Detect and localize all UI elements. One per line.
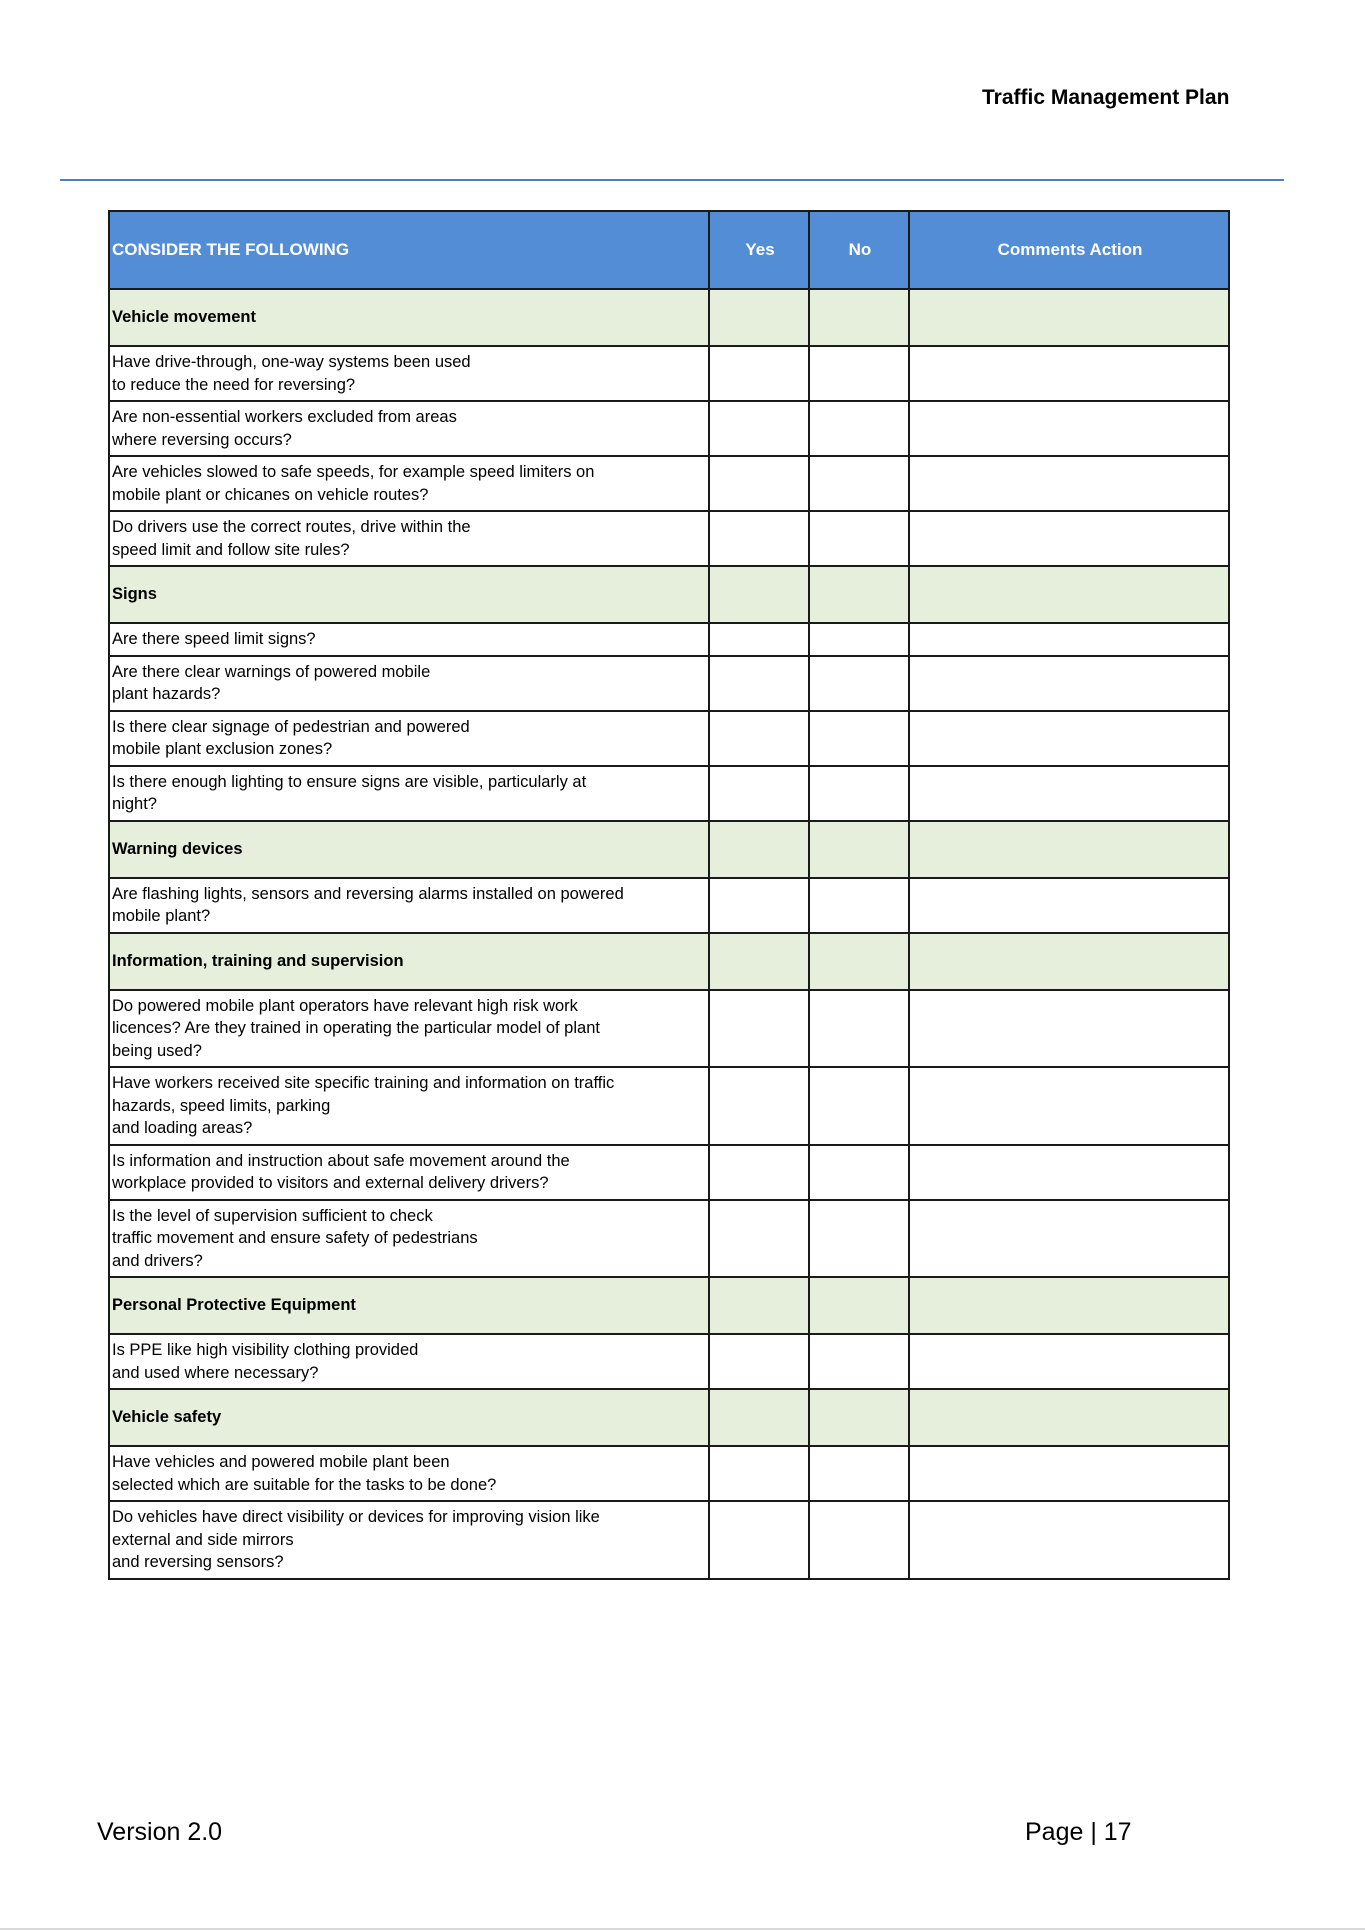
- question-row: [109, 456, 1229, 511]
- question-text: Do powered mobile plant operators have relevant high risk work licences? Are they trained in operating the particular model of plant being used?: [109, 990, 709, 1068]
- question-row: [109, 1200, 1229, 1278]
- comments-cell[interactable]: [909, 878, 1229, 933]
- question-row: [109, 346, 1229, 401]
- comments-cell[interactable]: [909, 456, 1229, 511]
- footer-version: Version 2.0: [97, 1818, 223, 1846]
- section-row: [109, 1277, 1229, 1334]
- question-text: Have vehicles and powered mobile plant been selected which are suitable for the tasks to be done?: [109, 1446, 709, 1501]
- no-cell[interactable]: [809, 511, 909, 566]
- no-cell[interactable]: [809, 623, 909, 656]
- column-header-consider: CONSIDER THE FOLLOWING: [109, 211, 709, 289]
- question-row: [109, 656, 1229, 711]
- yes-cell[interactable]: [709, 1501, 809, 1579]
- section-title: Personal Protective Equipment: [109, 1277, 709, 1334]
- no-cell[interactable]: [809, 1067, 909, 1145]
- yes-cell[interactable]: [709, 511, 809, 566]
- yes-cell[interactable]: [709, 1334, 809, 1389]
- comments-cell: [909, 1389, 1229, 1446]
- question-text: Are there clear warnings of powered mobile plant hazards?: [109, 656, 709, 711]
- section-title: Warning devices: [109, 821, 709, 878]
- column-header-yes: Yes: [709, 211, 809, 289]
- question-row: [109, 1446, 1229, 1501]
- comments-cell[interactable]: [909, 623, 1229, 656]
- comments-cell: [909, 933, 1229, 990]
- question-text: Have workers received site specific training and information on traffic hazards, speed limits, parking and loading areas?: [109, 1067, 709, 1145]
- traffic-checklist-table: [108, 210, 1230, 1580]
- comments-cell[interactable]: [909, 346, 1229, 401]
- no-cell[interactable]: [809, 990, 909, 1068]
- yes-cell: [709, 289, 809, 346]
- comments-cell[interactable]: [909, 1446, 1229, 1501]
- no-cell[interactable]: [809, 1145, 909, 1200]
- document-header-title: Traffic Management Plan: [982, 86, 1230, 109]
- question-row: [109, 511, 1229, 566]
- no-cell: [809, 1277, 909, 1334]
- question-row: [109, 623, 1229, 656]
- yes-cell[interactable]: [709, 1446, 809, 1501]
- yes-cell[interactable]: [709, 346, 809, 401]
- yes-cell[interactable]: [709, 990, 809, 1068]
- column-header-comments: Comments Action: [909, 211, 1229, 289]
- question-row: [109, 1501, 1229, 1579]
- question-text: Are flashing lights, sensors and reversing alarms installed on powered mobile plant?: [109, 878, 709, 933]
- question-row: [109, 766, 1229, 821]
- no-cell[interactable]: [809, 878, 909, 933]
- comments-cell: [909, 289, 1229, 346]
- section-row: [109, 821, 1229, 878]
- question-text: Do drivers use the correct routes, drive within the speed limit and follow site rules?: [109, 511, 709, 566]
- no-cell[interactable]: [809, 1446, 909, 1501]
- question-row: [109, 878, 1229, 933]
- section-row: [109, 1389, 1229, 1446]
- yes-cell[interactable]: [709, 1145, 809, 1200]
- question-text: Are there speed limit signs?: [109, 623, 709, 656]
- question-text: Are vehicles slowed to safe speeds, for example speed limiters on mobile plant or chicanes on vehicle routes?: [109, 456, 709, 511]
- yes-cell: [709, 1389, 809, 1446]
- comments-cell[interactable]: [909, 711, 1229, 766]
- table-header-row: [109, 211, 1229, 289]
- section-row: [109, 566, 1229, 623]
- question-text: Do vehicles have direct visibility or devices for improving vision like external and side mirrors and reversing sensors?: [109, 1501, 709, 1579]
- yes-cell[interactable]: [709, 1067, 809, 1145]
- yes-cell: [709, 821, 809, 878]
- section-row: [109, 933, 1229, 990]
- no-cell[interactable]: [809, 1200, 909, 1278]
- yes-cell: [709, 1277, 809, 1334]
- comments-cell[interactable]: [909, 1145, 1229, 1200]
- question-text: Are non-essential workers excluded from areas where reversing occurs?: [109, 401, 709, 456]
- no-cell[interactable]: [809, 401, 909, 456]
- no-cell[interactable]: [809, 1334, 909, 1389]
- section-title: Information, training and supervision: [109, 933, 709, 990]
- comments-cell[interactable]: [909, 401, 1229, 456]
- yes-cell[interactable]: [709, 623, 809, 656]
- question-text: Is there clear signage of pedestrian and powered mobile plant exclusion zones?: [109, 711, 709, 766]
- comments-cell[interactable]: [909, 990, 1229, 1068]
- question-row: [109, 1334, 1229, 1389]
- comments-cell: [909, 566, 1229, 623]
- comments-cell: [909, 1277, 1229, 1334]
- yes-cell[interactable]: [709, 656, 809, 711]
- question-row: [109, 1067, 1229, 1145]
- checklist-body: [109, 289, 1229, 1579]
- question-row: [109, 401, 1229, 456]
- question-row: [109, 711, 1229, 766]
- question-text: Is the level of supervision sufficient to check traffic movement and ensure safety of pedestrians and drivers?: [109, 1200, 709, 1278]
- comments-cell[interactable]: [909, 656, 1229, 711]
- no-cell[interactable]: [809, 1501, 909, 1579]
- no-cell[interactable]: [809, 346, 909, 401]
- yes-cell[interactable]: [709, 711, 809, 766]
- question-text: Have drive-through, one-way systems been used to reduce the need for reversing?: [109, 346, 709, 401]
- yes-cell: [709, 566, 809, 623]
- no-cell: [809, 1389, 909, 1446]
- comments-cell[interactable]: [909, 1334, 1229, 1389]
- question-row: [109, 1145, 1229, 1200]
- yes-cell[interactable]: [709, 456, 809, 511]
- yes-cell[interactable]: [709, 766, 809, 821]
- question-text: Is there enough lighting to ensure signs are visible, particularly at night?: [109, 766, 709, 821]
- yes-cell: [709, 933, 809, 990]
- no-cell[interactable]: [809, 456, 909, 511]
- section-title: Vehicle safety: [109, 1389, 709, 1446]
- footer-page-number: Page | 17: [1025, 1818, 1132, 1846]
- no-cell: [809, 566, 909, 623]
- comments-cell[interactable]: [909, 766, 1229, 821]
- no-cell[interactable]: [809, 656, 909, 711]
- header-divider: [60, 179, 1284, 181]
- column-header-no: No: [809, 211, 909, 289]
- yes-cell[interactable]: [709, 1200, 809, 1278]
- no-cell[interactable]: [809, 711, 909, 766]
- section-title: Vehicle movement: [109, 289, 709, 346]
- section-title: Signs: [109, 566, 709, 623]
- yes-cell[interactable]: [709, 401, 809, 456]
- section-row: [109, 289, 1229, 346]
- comments-cell[interactable]: [909, 1200, 1229, 1278]
- no-cell: [809, 933, 909, 990]
- comments-cell[interactable]: [909, 1501, 1229, 1579]
- comments-cell[interactable]: [909, 1067, 1229, 1145]
- no-cell[interactable]: [809, 766, 909, 821]
- comments-cell[interactable]: [909, 511, 1229, 566]
- question-text: Is PPE like high visibility clothing provided and used where necessary?: [109, 1334, 709, 1389]
- yes-cell[interactable]: [709, 878, 809, 933]
- no-cell: [809, 821, 909, 878]
- question-text: Is information and instruction about safe movement around the workplace provided to visitors and external delivery drivers?: [109, 1145, 709, 1200]
- no-cell: [809, 289, 909, 346]
- question-row: [109, 990, 1229, 1068]
- comments-cell: [909, 821, 1229, 878]
